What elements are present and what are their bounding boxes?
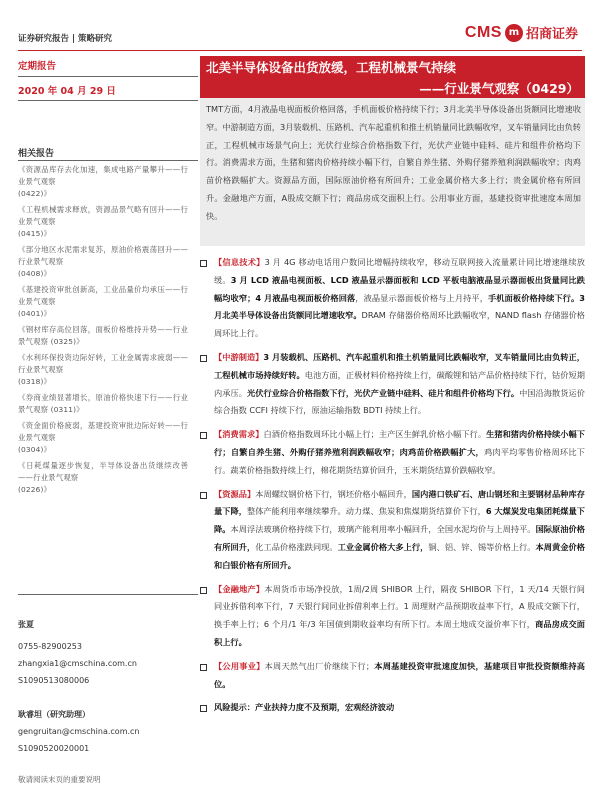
related-report-link[interactable] [18,204,188,240]
bullet-tag: 【公用事业】 [214,660,265,671]
analyst-name: 张夏 [18,620,34,629]
logo-cms-text: CMS [464,23,502,41]
bullet-text: 本周天然气出厂价继续下行； [264,660,375,671]
bullet-tag: 【消费需求】 [214,429,264,440]
analyst-cert: S1090520020001 [18,744,90,753]
related-report-link[interactable] [18,420,188,456]
summary-box [200,98,585,246]
bullet-item [200,254,585,343]
bullet-text: 本周黄金价格和白银价格有所回升。 [214,541,585,570]
bullet-text: 白酒价格指数周环比小幅上行；主产区生鲜乳价格小幅下行。 [263,429,487,440]
related-report-date: (0408)》 [18,269,52,278]
header-divider [18,50,582,51]
report-subtitle: ——行业景气观察（0429） [419,81,579,96]
related-report-link[interactable] [18,164,188,200]
bullet-item [200,658,585,694]
bullet-item [200,699,585,717]
bullet-text: 商品房成交面积上行。 [214,619,585,647]
bullet-text: DRAM 存储器价格周环比跌幅收窄，NAND flash 存储器价格周环比上行。 [214,310,585,339]
report-date: 2020 年 04 月 29 日 [18,86,116,97]
related-report-date: (0318)》 [18,377,52,386]
related-report-title: 《日耗煤量逐步恢复，半导体设备出货继续改善——行业景气观察 [18,461,188,482]
sidebar-divider [18,594,198,595]
bullet-text: 鸡肉平均零售价格周环比下行。蔬菜价格指数持续上行，棉花期货结算价回升，玉米期货结算价跌幅收窄。 [214,446,585,475]
related-report-title: 《水利环保投资边际好转，工业金属需求疲弱——行业景气观察 [18,353,188,374]
bullet-tag: 【金融地产】 [214,583,265,594]
summary-text: TMT方面，4月液晶电视面板价格回落，手机面板价格持续下行；3月北美半导体设备出货额同比增速收窄。中游制造方面，3月装载机、压路机、汽车起重机和推土机销量同比跌幅收窄，叉车销量同比由负转正，工程机械市场景气向上；光伏行业综合价格指数下行，光伏产业链中硅料、硅片和组件价格均下行。消费需求方面，生猪和猪肉价格持续小幅下行，自繁自养生猪、外购仔猪养殖利润跌幅收窄；肉鸡苗价格跌幅扩大。资源品方面，国际原油价格有所回升；工业金属价格大多上行；贵金属价格有所回升。金融地产方面，A股成交额下行；商品房成交面积上行。公用事业方面，基建投资审批速度本周加快。 [206,104,581,221]
analyst-email[interactable]: gengruitan@cmschina.com.cn [18,727,140,736]
bullet-text: ，液晶显示器面板价格与上月持平， [355,292,489,303]
footer-note: 敬请阅读末页的重要说明 [18,775,101,784]
bullet-text: 铜、铝、锌、锡等价格上行。 [428,541,536,552]
bullet-tag: 【资源品】 [214,488,256,499]
bullet-text: 生猪和猪肉价格持续小幅下行；自繁自养生猪、外购仔猪养殖利润跌幅收窄；肉鸡苗价格跌幅扩大， [214,429,585,457]
related-report-link[interactable] [18,392,188,416]
related-report-title: 《基建投资审批创新高，工业品量价均承压——行业景气观察 [18,285,188,306]
bullet-item [200,581,585,652]
analyst-email[interactable]: zhangxia1@cmschina.com.cn [18,659,137,668]
bullet-item [200,349,585,420]
related-report-title: 《部分地区水泥需求复苏，原油价格震荡回升——行业景气观察 [18,245,188,266]
bullet-text: 本周货币市场净投放，1周/2周 SHIBOR 上行，隔夜 SHIBOR 下行，1 天/14 天银行间同业拆借利率下行，7 天银行间同业拆借利率上行。1 周理财产品预期收益率下行，A 股成交额下行，换手率上行；6 个月/1 年/3 年国债到期收益率均有所下行。本周土地成交溢价率下行， [214,583,585,630]
bullet-text: 本周螺纹钢价格下行，钢坯价格小幅回升， [255,488,412,499]
analyst-cert: S1090513080006 [18,676,90,685]
related-reports-list [18,164,188,500]
logo-chinese-text: 招商证券 [525,27,578,42]
title-banner [200,56,585,98]
related-report-link[interactable] [18,284,188,320]
report-type: 定期报告 [18,61,57,72]
logo-badge-icon: m [505,24,523,42]
bullet-text: 整体产能利用率继续攀升。动力煤、焦炭和焦煤期货结算价下行， [246,506,486,517]
related-report-link[interactable] [18,352,188,388]
analyst-phone: 0755-82900253 [18,642,82,651]
sidebar-divider [18,100,198,101]
bullet-text: 6 大煤炭发电集团耗煤量下降。 [214,506,585,535]
bullet-square-icon [200,705,207,712]
bullet-square-icon [200,432,207,439]
related-report-title: 《钢材库存高位回落，面板价格维持升势——行业景气观察 (0325)》 [18,325,188,346]
sidebar-divider [18,76,198,77]
related-report-link[interactable] [18,460,188,496]
bullet-text: 风险提示：产业扶持力度不及预期，宏观经济波动 [214,702,395,713]
bullet-text: 手机面板价格持续下行。3 月北美半导体设备出货额同比增速收窄。 [214,292,585,321]
bullet-text: 国际原油价格有所回升， [214,524,585,552]
related-report-date: (0304)》 [18,445,52,454]
bullet-text: 光伏行业综合价格指数下行，光伏产业链中硅料、硅片和组件价格均下行。 [246,387,520,398]
report-title: 北美半导体设备出货放缓，工程机械景气持续 [206,60,457,75]
bullet-text: 国内港口铁矿石、唐山钢坯和主要钢材品种库存量下降， [214,488,585,517]
related-report-title: 《资金面价格疲弱，基建投资审批边际好转——行业景气观察 [18,421,188,442]
related-report-date: (0401)》 [18,309,52,318]
related-report-title: 《工程机械需求释放，资源品景气略有回升——行业景气观察 [18,205,188,226]
bullet-tag: 【中游制造】 [214,351,264,362]
bullet-square-icon [200,492,207,499]
bullet-item [200,426,585,479]
bullet-square-icon [200,355,207,362]
related-report-title: 《资源品库存去化加速，集成电路产量攀升——行业景气观察 [18,165,188,186]
related-report-title: 《券商业绩显著增长，原油价格快速下行——行业景气观察 (0311)》 [18,393,188,414]
related-report-link[interactable] [18,324,188,348]
bullet-text: 本周基建投资审批速度加快，基建项目审批投资额维持高位。 [214,660,585,689]
bullet-text: 3 月装载机、压路机、汽车起重机和推土机销量同比跌幅收窄，叉车销量同比由负转正，工程机械市场持续好转。 [214,351,585,380]
bullet-text: 中国沿海散货运价综合指数 CCFI 持续下行，原油运输指数 BDTI 持续上行。 [214,387,585,416]
sidebar-divider [18,160,198,161]
sidebar [18,56,198,776]
analyst-name: 耿睿坦（研究助理） [18,710,90,719]
bullet-text: 3 月 4G 移动电话用户数同比增幅持续收窄，移动互联网接入流量累计同比增速继续放缓。 [214,257,585,285]
bullet-text: 电池方面，正极材料价格持续上行，碳酸锂和钴产品价格持续下行，钴价短期内承压。 [214,369,585,398]
bullet-square-icon [200,664,207,671]
bullet-text: 3 月 LCD 液晶电视面板、LCD 液晶显示器面板和 LCD 平板电脑液晶显示器面板出货量同比跌幅均收窄；4 月液晶电视面板价格回落 [214,274,585,303]
bullet-square-icon [200,260,207,267]
related-reports-title: 相关报告 [18,149,55,159]
related-report-date: (0415)》 [18,229,52,238]
related-report-date: (0226)》 [18,485,52,494]
related-report-link[interactable] [18,244,188,280]
bullet-text: 化工品价格涨跌同现。 [255,541,338,552]
bullet-square-icon [200,587,207,594]
bullet-text: 本周浮法玻璃价格持续下行，玻璃产能利用率小幅回升，全国水泥均价与上周持平。 [230,524,536,535]
report-category: 证券研究报告 | 策略研究 [18,34,113,44]
brand-logo [465,23,578,42]
bullet-item [200,486,585,575]
bullet-list [200,254,585,717]
related-report-date: (0422)》 [18,189,52,198]
bullet-text: 工业金属价格大多上行， [337,541,429,552]
bullet-tag: 【信息技术】 [214,257,265,267]
